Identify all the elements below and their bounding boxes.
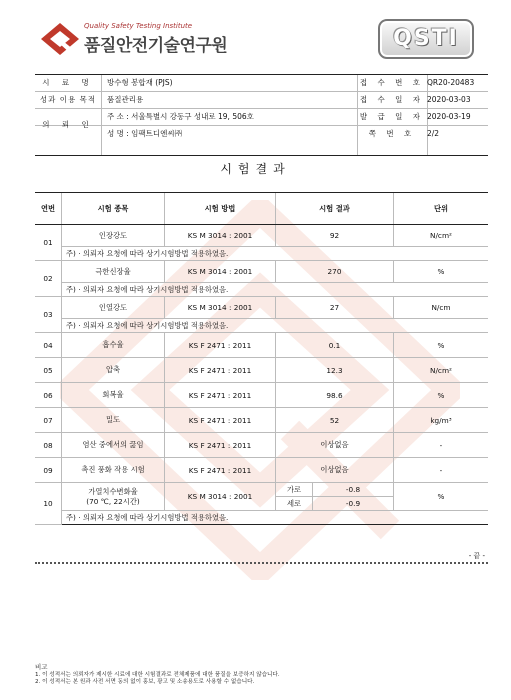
row-item: 극한신장율 <box>62 261 165 283</box>
info-row-address <box>35 109 488 129</box>
row-no: 10 <box>35 483 62 525</box>
table-row <box>35 358 488 383</box>
row-note: 주) · 의뢰자 요청에 따라 상기시험방법 적용하였음. <box>62 247 489 261</box>
address-value: 주 소 : 서울특별시 강동구 성내로 19, 506호 <box>107 112 254 121</box>
row-result: 52 <box>276 408 394 433</box>
row-method: KS F 2471 : 2011 <box>165 433 276 458</box>
receipt-no-value: QR20-20483 <box>427 78 475 87</box>
note-row <box>35 247 488 261</box>
row-item-line2: (70 ℃, 22시간) <box>86 496 140 506</box>
row-no: 02 <box>35 261 62 297</box>
row-result: 92 <box>276 225 394 247</box>
sub-result-table <box>276 483 393 510</box>
row-unit: N/cm <box>394 297 489 319</box>
col-header-item: 시험 종목 <box>62 193 165 225</box>
row-no: 09 <box>35 458 62 483</box>
row-item: 회복율 <box>62 383 165 408</box>
row-unit: % <box>394 261 489 283</box>
results-table <box>35 192 488 525</box>
row-unit: N/cm² <box>394 358 489 383</box>
row-note: 주) · 의뢰자 요청에 따라 상기시험방법 적용하였음. <box>62 511 489 525</box>
remarks-title: 비고 <box>35 663 48 671</box>
table-row <box>35 333 488 358</box>
row-item-line1: 가열치수변화율 <box>88 486 138 496</box>
row-result: 270 <box>276 261 394 283</box>
col-header-method: 시험 방법 <box>165 193 276 225</box>
row-method: KS M 3014 : 2001 <box>165 225 276 247</box>
table-row <box>35 458 488 483</box>
col-header-unit: 단위 <box>394 193 489 225</box>
row-no: 07 <box>35 408 62 433</box>
results-title: 시험결과 <box>220 162 291 176</box>
row-result: 98.6 <box>276 383 394 408</box>
sample-label: 시 료 명 <box>42 78 94 87</box>
row-item: 인장강도 <box>62 225 165 247</box>
row-method: KS F 2471 : 2011 <box>165 458 276 483</box>
row-note: 주) · 의뢰자 요청에 따라 상기시험방법 적용하였음. <box>62 283 489 297</box>
remarks <box>35 664 488 687</box>
remarks-line: 2. 이 성적서는 본 원과 사전 서면 동의 없이 홍보, 광고 및 소송용도로 사용할 수 없습니다. <box>35 679 255 685</box>
sub-value: -0.9 <box>345 499 361 508</box>
row-no: 06 <box>35 383 62 408</box>
row-no: 01 <box>35 225 62 261</box>
purpose-value: 품질관리용 <box>107 95 144 104</box>
dotted-separator <box>35 562 488 564</box>
table-row <box>35 225 488 247</box>
row-result-sub <box>276 483 394 511</box>
report-info-table <box>35 75 488 142</box>
info-row-purpose <box>35 92 488 109</box>
row-item: 촉진 풍화 작용 시험 <box>62 458 165 483</box>
row-unit: N/cm² <box>394 225 489 247</box>
table-row <box>35 433 488 458</box>
row-result: 12.3 <box>276 358 394 383</box>
institute-korean-name: 품질안전기술연구원 <box>84 36 228 56</box>
sub-row <box>276 496 393 510</box>
table-row <box>35 483 488 511</box>
info-row-name <box>35 126 488 142</box>
row-unit: % <box>394 333 489 358</box>
page-label: 쪽 번 호 <box>368 129 416 138</box>
row-method: KS M 3014 : 2001 <box>165 297 276 319</box>
row-method: KS F 2471 : 2011 <box>165 408 276 433</box>
row-item: 흡수율 <box>62 333 165 358</box>
row-unit: - <box>394 433 489 458</box>
row-result: 이상없음 <box>276 433 394 458</box>
end-mark: - 끝 - <box>468 552 485 560</box>
sub-label: 세로 <box>276 497 313 510</box>
row-no: 05 <box>35 358 62 383</box>
qsti-badge: QSTI <box>378 19 474 59</box>
sub-row <box>276 483 393 496</box>
row-item: 압축 <box>62 358 165 383</box>
row-unit: % <box>394 383 489 408</box>
client-name-value: 성 명 : 임팩트디엔씨㈜ <box>107 129 183 138</box>
row-result: 27 <box>276 297 394 319</box>
row-item <box>62 483 165 511</box>
issue-date-value: 2020-03-19 <box>427 112 471 121</box>
col-header-result: 시험 결과 <box>276 193 394 225</box>
institute-english-name: Quality Safety Testing Institute <box>84 22 193 30</box>
sample-value: 방수형 봉합재 (PJS) <box>107 78 173 87</box>
table-row <box>35 261 488 283</box>
row-unit: % <box>394 483 489 511</box>
row-no: 04 <box>35 333 62 358</box>
row-unit: kg/m³ <box>394 408 489 433</box>
col-header-no: 연번 <box>35 193 62 225</box>
issue-date-label: 발 급 일 자 <box>359 112 425 121</box>
row-method: KS M 3014 : 2001 <box>165 483 276 511</box>
row-method: KS F 2471 : 2011 <box>165 333 276 358</box>
row-note: 주) · 의뢰자 요청에 따라 상기시험방법 적용하였음. <box>62 319 489 333</box>
row-item: 인열강도 <box>62 297 165 319</box>
table-row <box>35 408 488 433</box>
page-value: 2/2 <box>427 129 440 138</box>
receipt-no-label: 접 수 번 호 <box>359 78 425 87</box>
row-item: 밀도 <box>62 408 165 433</box>
info-bottom-rule <box>35 155 488 156</box>
note-row <box>35 319 488 333</box>
row-result: 0.1 <box>276 333 394 358</box>
results-header-row <box>35 193 488 225</box>
row-item: 염산 중에서의 끓임 <box>62 433 165 458</box>
sub-label: 가로 <box>276 483 313 496</box>
note-row <box>35 511 488 525</box>
row-method: KS M 3014 : 2001 <box>165 261 276 283</box>
receipt-date-label: 접 수 일 자 <box>359 95 425 104</box>
table-row <box>35 383 488 408</box>
row-no: 08 <box>35 433 62 458</box>
info-row-sample <box>35 75 488 92</box>
receipt-date-value: 2020-03-03 <box>427 95 471 104</box>
row-unit: - <box>394 458 489 483</box>
note-row <box>35 283 488 297</box>
institute-logo-icon <box>40 22 80 56</box>
sub-value: -0.8 <box>345 485 361 494</box>
remarks-line: 1. 이 성적서는 의뢰자가 제시한 시료에 대한 시험결과로 전체제품에 대한 품질을 보증하지 않습니다. <box>35 671 280 678</box>
row-method: KS F 2471 : 2011 <box>165 358 276 383</box>
purpose-label: 성과 이용 목적 <box>39 95 97 104</box>
table-row <box>35 297 488 319</box>
client-label: 의 뢰 인 <box>42 120 94 129</box>
row-result: 이상없음 <box>276 458 394 483</box>
row-no: 03 <box>35 297 62 333</box>
row-method: KS F 2471 : 2011 <box>165 383 276 408</box>
